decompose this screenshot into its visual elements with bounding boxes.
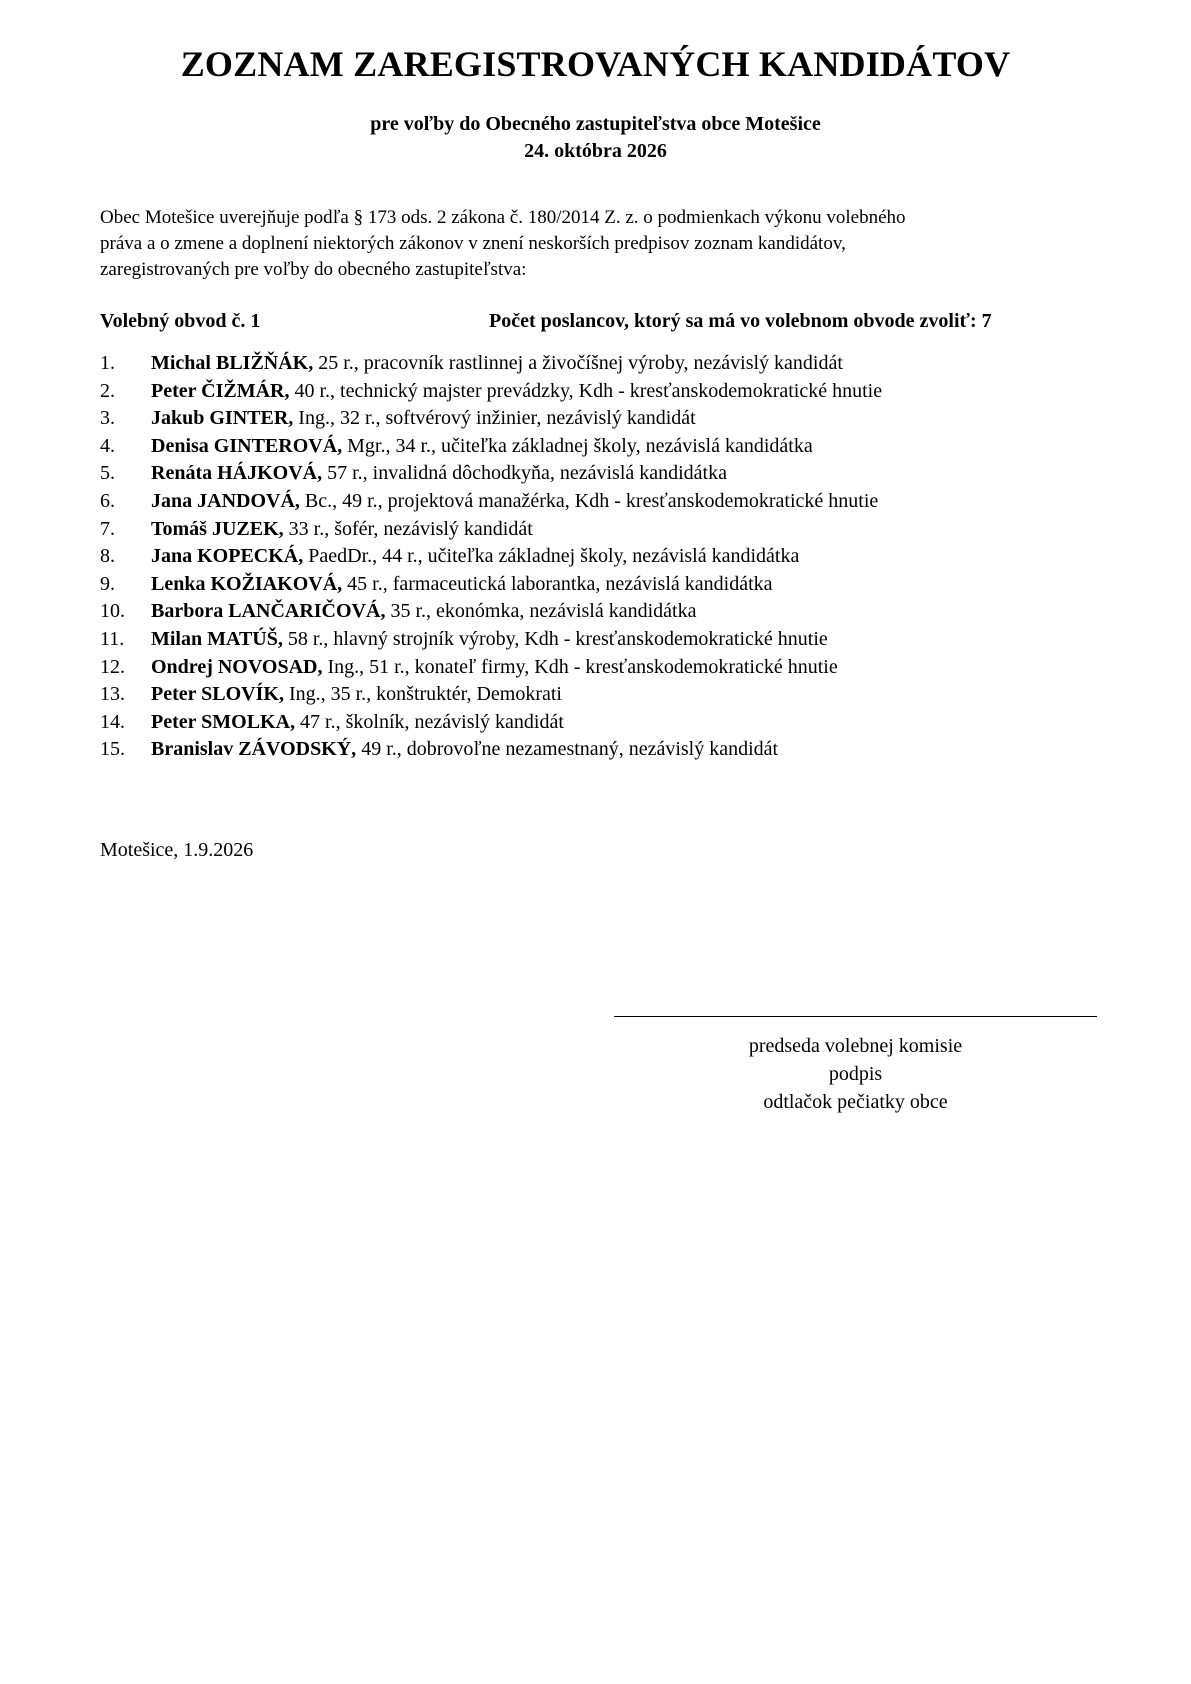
candidate-details: PaedDr., 44 r., učiteľka základnej školy, nezávislá kandidátka	[303, 545, 800, 568]
candidate-item	[100, 516, 1100, 544]
candidate-number: 2.	[100, 379, 115, 402]
candidate-details: 40 r., technický majster prevádzky, Kdh - kresťanskodemokratické hnutie	[289, 379, 883, 402]
candidate-number: 3.	[100, 407, 115, 430]
document-subtitle	[0, 111, 1191, 165]
candidate-name: Denisa GINTEROVÁ,	[151, 434, 343, 457]
place-and-date: Motešice, 1.9.2026	[100, 839, 254, 861]
candidate-details: 58 r., hlavný strojník výroby, Kdh - kresťanskodemokratické hnutie	[282, 627, 828, 650]
document-title: ZOZNAM ZAREGISTROVANÝCH KANDIDÁTOV	[180, 44, 1011, 84]
candidate-number: 14.	[100, 710, 125, 733]
candidate-number: 6.	[100, 489, 115, 512]
candidate-number: 4.	[100, 434, 115, 457]
candidate-item	[100, 626, 1100, 654]
intro-paragraph	[100, 205, 1100, 283]
candidate-details: Ing., 35 r., konštruktér, Demokrati	[283, 683, 562, 706]
subtitle-date: 24. októbra 2026	[524, 140, 667, 162]
candidate-name: Lenka KOŽIAKOVÁ,	[151, 572, 343, 595]
candidate-name: Branislav ZÁVODSKÝ,	[151, 738, 357, 761]
candidate-number: 5.	[100, 462, 115, 485]
candidate-details: 57 r., invalidná dôchodkyňa, nezávislá kandidátka	[322, 462, 727, 485]
candidate-item	[100, 350, 1100, 378]
candidate-details: 49 r., dobrovoľne nezamestnaný, nezávislý kandidát	[356, 738, 779, 761]
candidate-item	[100, 433, 1100, 461]
candidate-item	[100, 681, 1100, 709]
district-label: Volebný obvod č. 1	[100, 310, 261, 332]
candidate-item	[100, 543, 1100, 571]
candidate-name: Ondrej NOVOSAD,	[151, 655, 323, 678]
candidate-name: Peter SMOLKA,	[151, 710, 296, 733]
intro-line: zaregistrovaných pre voľby do obecného zastupiteľstva:	[100, 259, 527, 280]
candidate-item	[100, 654, 1100, 682]
candidate-number: 8.	[100, 545, 115, 568]
candidate-item	[100, 736, 1100, 764]
candidate-number: 1.	[100, 352, 115, 374]
candidate-number: 7.	[100, 517, 115, 540]
candidate-item	[100, 488, 1100, 516]
candidate-number: 13.	[100, 683, 125, 706]
signature-label: podpis	[828, 1063, 883, 1085]
signature-block	[614, 1032, 1097, 1116]
candidate-details: Mgr., 34 r., učiteľka základnej školy, nezávislá kandidátka	[342, 434, 813, 457]
candidate-details: Bc., 49 r., projektová manažérka, Kdh - kresťanskodemokratické hnutie	[299, 489, 879, 512]
candidate-item	[100, 378, 1100, 406]
candidate-name: Peter ČIŽMÁR,	[151, 379, 290, 402]
candidate-details: 35 r., ekonómka, nezávislá kandidátka	[385, 600, 697, 623]
candidate-number: 12.	[100, 655, 125, 678]
candidate-details: 45 r., farmaceutická laborantka, nezávislá kandidátka	[342, 572, 773, 595]
candidate-item	[100, 460, 1100, 488]
subtitle-election: pre voľby do Obecného zastupiteľstva obce Motešice	[370, 113, 821, 135]
candidate-item	[100, 405, 1100, 433]
candidate-item	[100, 598, 1100, 626]
district-header	[100, 308, 1100, 334]
signature-role: predseda volebnej komisie	[748, 1035, 963, 1057]
candidate-number: 15.	[100, 738, 125, 761]
candidate-name: Michal BLIŽŇÁK,	[151, 352, 314, 374]
candidate-details: 47 r., školník, nezávislý kandidát	[295, 710, 564, 733]
intro-line: Obec Motešice uverejňuje podľa § 173 ods. 2 zákona č. 180/2014 Z. z. o podmienkach výkonu volebného	[100, 207, 906, 228]
district-seats: Počet poslancov, ktorý sa má vo volebnom obvode zvoliť: 7	[489, 310, 992, 332]
candidate-number: 10.	[100, 600, 125, 623]
candidate-item	[100, 709, 1100, 737]
signature-line	[614, 1016, 1097, 1017]
candidate-name: Tomáš JUZEK,	[151, 517, 284, 540]
candidate-details: Ing., 32 r., softvérový inžinier, nezávislý kandidát	[293, 407, 696, 430]
candidate-name: Peter SLOVÍK,	[151, 683, 284, 706]
candidate-name: Jakub GINTER,	[151, 407, 294, 430]
candidate-name: Barbora LANČARIČOVÁ,	[151, 600, 386, 623]
candidate-name: Renáta HÁJKOVÁ,	[151, 462, 323, 485]
candidate-details: 33 r., šofér, nezávislý kandidát	[283, 517, 533, 540]
candidate-name: Jana JANDOVÁ,	[151, 489, 300, 512]
candidate-number: 9.	[100, 572, 115, 595]
intro-line: práva a o zmene a doplnení niektorých zákonov v znení neskorších predpisov zoznam kandidátov,	[100, 233, 846, 254]
stamp-label: odtlačok pečiatky obce	[763, 1091, 948, 1113]
candidate-details: 25 r., pracovník rastlinnej a živočíšnej výroby, nezávislý kandidát	[313, 352, 843, 374]
candidate-name: Jana KOPECKÁ,	[151, 545, 304, 568]
candidate-list	[100, 350, 1100, 764]
candidate-number: 11.	[100, 627, 125, 650]
candidate-item	[100, 571, 1100, 599]
candidate-name: Milan MATÚŠ,	[151, 627, 283, 650]
candidate-details: Ing., 51 r., konateľ firmy, Kdh - kresťanskodemokratické hnutie	[322, 655, 838, 678]
